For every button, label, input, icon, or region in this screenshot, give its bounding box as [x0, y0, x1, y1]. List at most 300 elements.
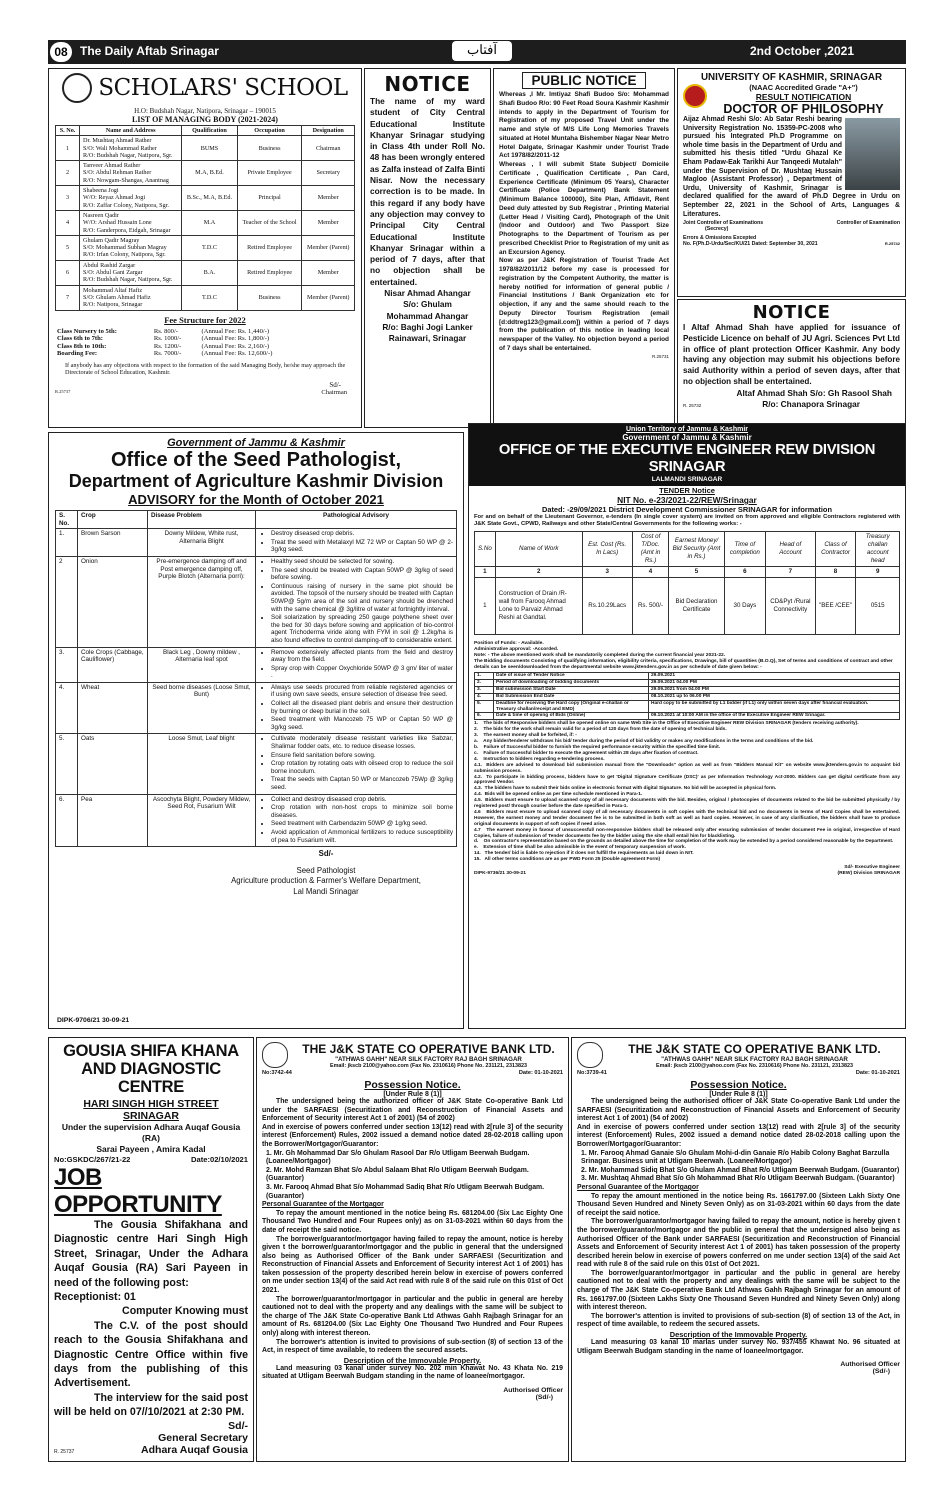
disease-problem: Downy Mildew, White rust, Alternaria Blight [148, 529, 256, 557]
table-cell: Business [237, 136, 302, 161]
schedule-cell: Date of issue of Tender Notice [494, 673, 649, 680]
schedule-row [475, 713, 900, 720]
table-cell: Retired Employee [237, 260, 302, 285]
table-cell: 7 [56, 285, 80, 310]
fee-row [55, 350, 313, 358]
fee-structure [55, 328, 313, 358]
managing-body-table [55, 125, 355, 311]
schedule-row [475, 693, 900, 700]
tender-clause: e. Extension of time shall be also admissible in the event of temporary suspension of work. [474, 845, 686, 851]
advisory-list [259, 530, 453, 554]
table-cell: 6 [56, 260, 80, 285]
newspaper-name: The Daily Aftab Srinagar [80, 44, 219, 58]
table-cell: Tanveer Ahmad Rather S/O: Abdul Rehman Rather R/O: Nowgam-Shangas, Anantnag [80, 161, 182, 186]
table-cell: B.Sc., M.A, B.Ed. [182, 186, 237, 211]
notice-sign: Nisar Ahmad Ahangar S/o: Ghulam Mohammad Ahangar R/o: Baghi Jogi Lanker Rainawari, Srinagar [382, 288, 473, 344]
table-cell: M.A [182, 210, 237, 235]
fee-annual: (Annual Fee: Rs. 1,800/-) [201, 335, 270, 343]
interview-date: The interview for the said post will be held on 07//10/2021 at 2:30 PM. [54, 1391, 248, 1419]
authorised-officer: Authorised Officer [503, 1387, 563, 1394]
schedule-cell: 09.10.2021 at 10:00 AM in the office of the Executive Engineer REW Srinagar. [649, 713, 900, 720]
table-cell: 3 [56, 186, 80, 211]
ref-number: R. 25737 [54, 1448, 75, 1455]
notice-title: NOTICE [752, 302, 831, 323]
borrower-item: 3. Mr. Mushtaq Ahmad Bhat S/o Gh Mohammad Bhat R/o Utligam Beerwah Budgam. (Guarantor) [581, 1175, 895, 1183]
bank-logo-icon [262, 1042, 288, 1068]
notification-no: No. F(Ph.D-Urdu/Sec/KU/21 Dated: September 30, 2021 [683, 241, 818, 248]
table-header-cell: Head of Account [766, 532, 815, 567]
job-opportunity-title: JOB OPPORTUNITY [54, 1164, 222, 1218]
crop-name: Cole Crops (Cabbage, Cauliflower) [78, 647, 148, 682]
para-7: Land measuring 03 kanal under survey No. 202 min Khawat No. 43 Khata No. 219 situated at Utligam Beerwah Budgam standing in the name of loanee/mortgagor. [262, 1364, 563, 1381]
table-cell: Retired Employee [237, 235, 302, 260]
rew-tender-notice [468, 423, 906, 1029]
crop-name: Oats [78, 734, 148, 794]
table-cell: Member [302, 210, 355, 235]
table-row [56, 556, 457, 647]
fee-amount: Rs. 1000/- [153, 335, 182, 343]
letter-date: Date: 01-10-2021 [855, 1070, 900, 1076]
table-cell: 1 [475, 578, 496, 635]
table-cell: Shabeena Jogi W/O: Reyaz Ahmad Jogi R/O: Zaffar Colony, Natipora, Sgr. [80, 186, 182, 211]
advisory-item: • Crop rotation with non-host crops to minimize soil borne diseases. [271, 804, 453, 819]
chairman-sign: Chairman [321, 388, 347, 396]
tender-clause: d. On contractor's representation based on the grounds as detailed above the time for completion of the work may be extended by a period considered reasonable by the Department. [474, 839, 894, 845]
university-emblem-icon [683, 84, 707, 108]
table-cell: T.D.C [182, 285, 237, 310]
table-header-cell: Pathological Advisory [256, 511, 457, 529]
table-header-cell: Name and Address [80, 126, 182, 136]
managing-body-title: LIST OF MANAGING BODY (2021-2024) [132, 115, 278, 124]
seed-sign-2: Agriculture production & Farmer's Welfare Department, [231, 876, 421, 886]
school-crest-icon [62, 73, 92, 103]
tender-clause: 15. All other terms conditions are as per PWD Form 25 (Double agreement Form) [474, 857, 661, 863]
table-cell: Teacher of the School [237, 210, 302, 235]
table-header-cell: S.No [475, 532, 496, 567]
table-cell: Mohammad Altaf Hafiz S/O: Ghulam Ahmad Hafiz R/O: Natipora, Srinagar [80, 285, 182, 310]
possession-heading: Possession Notice. [690, 1079, 787, 1091]
dipk-ref: DIPK-9736/21 30-09-21 [474, 871, 526, 877]
bank-possession-notice-1 [256, 1037, 569, 1462]
table-header-cell: Cost of T/Doc. (Amt in Rs.) [632, 532, 669, 567]
table-cell: Rs. 500/- [632, 578, 669, 635]
receptionist: Receptionist: 01 [54, 1291, 136, 1304]
serial-no: 2 [56, 556, 78, 647]
objection-text: If anybody has any objections with respect to the formation of the said Managing Body, he/she may approach the Directorate of School Education, Kashmir. [65, 361, 346, 377]
advisory-item: • Avoid application of Ammonical fertilizers to reduce susceptibility of pea to Fusarium wilt. [271, 829, 453, 844]
column-number: 9 [856, 567, 900, 578]
disease-problem: Black Leg , Downy mildew , Alternaria leaf spot [148, 647, 256, 682]
issue-date: 2nd October ,2021 [749, 44, 854, 58]
bank-logo-icon [577, 1042, 603, 1068]
table-header-cell: Earnest Money/ Bid Security (Amt in Rs.) [669, 532, 724, 567]
gousia-sd: Sd/- [228, 1419, 248, 1432]
rew-office-title: OFFICE OF THE EXECUTIVE ENGINEER REW DIVISION SRINAGAR [498, 442, 876, 475]
table-cell: Member (Parent) [302, 285, 355, 310]
advisory-item: • Spray crop with Copper Oxychloride 50WP @ 3 gm/ liter of water . [271, 665, 453, 680]
authorised-officer: Authorised Officer [840, 1361, 900, 1369]
seed-pathologist-advisory [48, 432, 464, 1029]
property-heading: Description of the Immovable Property. [343, 1355, 482, 1365]
letter-date: Date: 01-10-2021 [518, 1070, 563, 1076]
fee-annual: (Annual Fee: Rs. 1,440/-) [201, 327, 270, 335]
gousia-title-1: GOUSIA SHIFA KHANA [63, 1042, 239, 1060]
tender-clause: 4. Instruction to bidders regarding e-tendering process. [474, 756, 605, 762]
schedule-row [475, 679, 900, 686]
chairman-sd: Sd/- [329, 380, 341, 389]
fee-amount: Rs. 7000/- [153, 350, 182, 358]
table-row [56, 136, 355, 161]
pathological-advisory [256, 734, 457, 794]
table-cell: Nasreen Qadir W/O: Arshad Hussain Lone R/O: Ganderpora, Eidgah, Srinagar [80, 210, 182, 235]
table-row [56, 682, 457, 734]
table-header-cell: Occupation [237, 126, 302, 136]
table-cell: 2 [56, 161, 80, 186]
personal-guarantee: Personal Guarantee of the Mortgagor [262, 1201, 384, 1209]
schedule-cell: 4. [475, 693, 494, 700]
fee-label: Class Nursery to 5th: [57, 327, 117, 335]
secrecy: (Secrecy) [705, 226, 729, 233]
gousia-street: HARI SINGH HIGH STREET SRINAGAR [83, 1098, 219, 1122]
ref-number: R.25742 [884, 241, 900, 247]
tender-note: Note: - The above mentioned work shall be mandatorily completed during the current financial year 2021-22. [474, 653, 726, 658]
borrower-item: 1. Mr. Farooq Ahmad Ganaie S/o Ghulam Mohi-d-din Ganaie R/o Habib Colony Baghat Barzulla Srinagar. Business unit at Utligam Beerwah. (Loanee/Mortgagor) [581, 1149, 890, 1166]
table-cell: Rs.10.29Lacs [582, 578, 632, 635]
serial-no: 1. [56, 529, 78, 557]
pathological-advisory [256, 682, 457, 734]
fee-annual: (Annual Fee: Rs. 12,600/-) [201, 350, 273, 358]
seed-sign-3: Lal Mandi Srinagar [293, 886, 359, 896]
gousia-supervision: Under the supervision Adhara Auqaf Gousia (RA) [61, 1122, 241, 1143]
tender-clauses [474, 721, 900, 863]
pathological-advisory [256, 647, 457, 682]
schedule-cell: 6. [475, 713, 494, 720]
table-cell: Abdul Rashid Zargar S/O: Abdul Gani Zargar R/O: Budshah Nagar, Natipora, Sgr. [80, 260, 182, 285]
advisory-item: • Continuous raising of nursery in the same plot should be avoided. The topsoil of the nursery should be treated with Captan 50WP@ 5g/m area of the soil and nursery should be drenched with the same chemical @ 3g/litre of water at fortnightly interval. [271, 583, 453, 613]
borrower-item: 3. Mr. Farooq Ahmad Bhat S/o Mohammad Sadiq Bhat R/o Utligam Beerwah Budgam. (Guarantor) [266, 1183, 545, 1200]
advisory-list [259, 558, 453, 645]
controller-exam: Controller of Examination [836, 220, 900, 227]
tender-clause: b. Failure of Successful bidder to furnish the required performance security within the specified time limit. [474, 744, 721, 750]
crop-name: Pea [78, 794, 148, 847]
para-6: The borrower's attention is invited to provisions of sub-section (8) of section 13 of the Act, in respect of time available, to redeem the secured assets. [577, 1312, 900, 1329]
table-header-cell: Designation [302, 126, 355, 136]
school-address: H.O: Budshah Nagar, Natipora, Srinagar – 190015 [134, 107, 276, 115]
para-5: The borrower/guarantor/mortgagor in particular and the public in general are hereby cautioned not to deal with the property and any dealings with the same will be subject to the charge of The J&K State Co-operative Bank Ltd Athwas Gahh Rajbagh Srinagar for an amount of Rs. 1661797.00 (Sixteen Lakhs Sixty One Thousand Seven Hundred and Ninety Seven Only) along with interest thereon. [577, 1269, 900, 1312]
tender-clause: 4.4. Bids will be opened online as per time schedule mentioned in Para-1. [474, 792, 643, 798]
column-number: 8 [815, 567, 856, 578]
fee-amount: Rs. 800/- [153, 327, 178, 335]
table-cell: Private Employee [237, 161, 302, 186]
table-row [56, 647, 457, 682]
para-4: The borrower/guarantor/mortgagor having failed to repay the amount, notice is hereby given t the borrower/guarantor/mortgagor and the public in general that the undersigned also being as Authorised Officer of the Bank under SARFAESI (Securitization and Reconstruction of Financial Assets and Enforcement of Security interest Act 1 of 2001) has taken possession of the property described herein below in exercise of powers conferred on me under section 13(4) of the said Act read with rule 8 of the said rule on this 01st of Oct 2021. [262, 1235, 563, 1295]
advisory-item: • Healthy seed should be selected for sowing. [271, 558, 453, 566]
fee-amount: Rs. 1200/- [153, 342, 182, 350]
para-3: To repay the amount mentioned in the notice being Rs. 1661797.00 (Sixteen Lakh Sixty One Thousand Seven Hundred and Ninety Seven Only) as on 31-03-2021 within 60 days from the date of receipt the said notice. [577, 1192, 900, 1217]
tender-clause: a. Any bidder/tenderer withdraws his bid/ tender during the period of bid validity or makes any modifications in the terms and conditions of the bid. [474, 739, 814, 745]
table-cell: Secretary [302, 161, 355, 186]
column-number: 5 [669, 567, 724, 578]
para-2: And in exercise of powers conferred under section 13(12) read with 2[rule 3] of the security interest (Enforcement) Rules, 2002 issued a demand notice dated 28-02-2018 calling upon the Borrower/Mortgagor/Guarantor: [577, 1123, 900, 1148]
tender-clause: 4.5. Bidders must ensure to upload scanned copy of all necessary documents with the bid. Besides, original / photocopies of documents related to the bid be submitted physically / by registered post/ through courier before the date specified in Para-1. [474, 798, 902, 810]
pathological-advisory [256, 529, 457, 557]
tender-clause: 3. The earnest money shall be forfeited, if: - [474, 733, 577, 739]
advisory-item: • Treat the seeds with Captan 50 WP or Mancozeb 75Wp @ 3g/kg seed. [271, 776, 453, 791]
disease-problem: Pre-emergence damping off and Post emergence damping off, Purple Blotch (Alternaria porri): [148, 556, 256, 647]
para-6: The borrower's attention is invited to provisions of sub-section (8) of section 13 of the Act, in respect of time available, to redeem the secured assets. [262, 1338, 563, 1355]
disease-problem: Ascochyta Blight, Powdery Mildew, Seed Rot, Fusarium Wilt [148, 794, 256, 847]
schedule-cell: 2. [475, 679, 494, 686]
para-1: The undersigned being the authorized officer of J&K State Co-operative Bank Ltd under the SARFAESI (Securitization and Reconstruction of Financial Assets and Enforcement of Security interest Act 1 of 2001) (54 of 2002) [262, 1098, 563, 1123]
advisory-item: • Seed treatment with Mancozeb 75 WP or Captan 50 WP @ 3g/kg seed. [271, 716, 453, 731]
table-header-cell: S. No. [56, 511, 78, 529]
cv-instructions: The C.V. of the post should reach to the Gousia Shifakhana and Diagnostic Centre Office within five days from the publishing of this Advertisement. [54, 1319, 248, 1390]
govt-jk: Government of Jammu & Kashmir [622, 433, 752, 442]
admin-approval: Administrative approval: -Accorded. [474, 647, 559, 652]
gousia-no: No:GSKDC/267/21-22 [54, 1155, 131, 1164]
nit-dated: Dated: -29/09/2021 District Development Commissioner SRINAGAR for information [542, 505, 832, 514]
table-cell: Member (Parent) [302, 235, 355, 260]
newspaper-logo: آفتاب [452, 41, 512, 61]
adhara-auqaf: Adhara Auqaf Gousia [141, 1443, 248, 1456]
bank-address: "ATHWAS GAHH" NEAR SILK FACTORY RAJ BAGH SRINAGAR [335, 1056, 522, 1063]
borrower-item: 2. Mr. Mohammad Sidiq Bhat S/o Ghulam Ahmad Bhat R/o Utligam Beerwah Budgam. (Guarantor) [581, 1166, 900, 1174]
joint-controller: Joint Controller of Examinations [683, 220, 764, 227]
column-number: 7 [766, 567, 815, 578]
fee-row [55, 343, 313, 351]
dipk-ref: DIPK-9706/21 30-09-21 [57, 1017, 130, 1024]
scholar-photo [845, 118, 900, 190]
para-4: The borrower/guarantor/mortgagor having failed to repay the amount, notice is hereby given t the borrower/guarantor/mortgagor and the public in general that the undersigned also being as Authorised Officer of the Bank under SARFAESI (Securitization and Reconstruction of Financial Assets and Enforcement of Security interest Act 1 of 2001) has taken possession of the property described herein below in exercise of powers conferred on me under section 13(4) of the said Act read with rule 8 of the said rule on this 01st of Oct 2021. [577, 1218, 900, 1269]
table-cell: Bid Declaration Certificate [669, 578, 724, 635]
officer-sd: (Sd/-) [872, 1368, 890, 1376]
borrower-item: 2. Mr. Mohd Ramzan Bhat S/o Abdul Salaam Bhat R/o Utligam Beerwah Budgam. (Guarantor) [266, 1166, 529, 1183]
errors-omissions: Errors & Omissions Excepted [683, 235, 757, 242]
bank-email: Email: jkscb 2100@yahoo.com (Fax No. 2310616) Phone No. 231121, 2313823 [329, 1063, 528, 1069]
table-cell: Member [302, 186, 355, 211]
advisory-item: • Ensure field sanitation before sowing. [271, 752, 453, 760]
table-row [56, 186, 355, 211]
table-row [56, 794, 457, 847]
schedule-cell: 29.09.2021 from 04.00 PM [649, 686, 900, 693]
para-1: The undersigned being the authorised officer of J&K State Co-operative Bank Ltd under the SARFAESI (Securitization and Reconstruction of Financial Assets and Enforcement of Security interest Act 1 of 2001) (54 of 2002) [577, 1098, 900, 1123]
bidding-docs: The Bidding documents Consisting of qualifying information, eligibility criteria, specifications, Drawings, bill of quantities (B.O.Q), Set of terms and conditions of contract and other details can be seen/downloaded from the departmental website www.jktenders.gov.in as per schedule of date given below: - [474, 659, 893, 670]
table-cell: "BEE /CEE" [815, 578, 856, 635]
notice-ward-name [364, 68, 491, 428]
advisory-item: • Crop rotation by rotating oats with oilseed crop to reduce the soil borne inoculum. [271, 760, 453, 775]
fee-label: Class 6th to 7th: [57, 335, 103, 343]
ref-number: R.25731 [651, 353, 669, 359]
seed-sign-1: Seed Pathologist [296, 865, 356, 875]
gousia-sarai: Sarai Payeen , Amira Kadal [96, 1144, 206, 1154]
advisory-item: • Soil solarization by spreading 250 gauge polythene sheet over the bed for 30 days before sowing and application of bio-control agent Trichoderma viride along with FYM in soil @ 1.2kg/ha is also found effective to control damping-off to considerable extent. [271, 614, 453, 644]
tender-clause: 2. The bids for the work shall remain valid for a period of 120 days from the date of opening of technical bids. [474, 727, 727, 733]
bank-name: THE J&K STATE CO OPERATIVE BANK LTD. [302, 1042, 555, 1056]
advisory-list [259, 684, 453, 732]
table-cell: Chairman [302, 136, 355, 161]
tender-clause: 4.7 The earnest money in favour of unsuccessful/ non-responsive bidders shall be released only after ensuring submission of tender document Fee in original, irrespective of Hard Copies, failure of submission of Tender documents fee by the bidder using the site shall entail him for blacklisting. [474, 827, 902, 839]
disease-problem: Seed borne diseases (Loose Smut, Bunt) [148, 682, 256, 734]
table-header-cell: Time of completion [724, 532, 766, 567]
table-header-cell: Treasury challan account head [856, 532, 900, 567]
page-header [48, 40, 906, 64]
column-number: 4 [632, 567, 669, 578]
advisory-item: • Always use seeds procured from reliable registered agencies or if using own save seeds, ensure selection of disease free seed. [271, 684, 453, 699]
table-header-cell: Name of Work [495, 532, 582, 567]
table-cell: 4 [56, 210, 80, 235]
personal-guarantee: Personal Guarantee of the Mortgagor [577, 1183, 699, 1191]
schedule-table [474, 672, 900, 720]
table-cell: Dr. Mushtaq Ahmad Rather S/O: Wali Mohammad Rather R/O: Budshah Nagar, Natipora, Sgr. [80, 136, 182, 161]
table-row [56, 161, 355, 186]
tender-clause: 4.2. To participate in bidding process, bidders have to get 'Digital Signature Certificate (DSC)' as per Information Technology Act-2000. Bidders can get digital certificate from any approved Vendor. [474, 774, 902, 786]
table-row [56, 260, 355, 285]
serial-no: 4. [56, 682, 78, 734]
notice-sign-1: Altaf Ahmad Shah S/o: Gh Rasool Shah [736, 387, 892, 398]
table-cell: Business [237, 285, 302, 310]
general-secretary: General Secretary [158, 1431, 248, 1444]
notice-body: I Altaf Ahmad Shah have applied for issuance of Pesticide Licence on behalf of JU Agri. Sciences Pvt Ltd in office of plant protection Officer Kashmir. Any body having any objection may submit his objections before said Authority within a period of seven days, after that no objection shall be entertained. [683, 323, 900, 386]
schedule-cell: 29.09.2021 [649, 673, 900, 680]
advisory-list [259, 735, 453, 791]
table-header-cell: Qualification [182, 126, 237, 136]
table-header-cell: Est. Cost (Rs. In Lacs) [582, 532, 632, 567]
naac-grade: (NAAC Accredited Grade "A+") [749, 83, 858, 92]
gousia-title-2: AND DIAGNOSTIC CENTRE [81, 1060, 221, 1096]
column-number: 1 [475, 567, 496, 578]
advisory-item: • Collect and destroy diseased crop debris. [271, 796, 453, 804]
school-name: SCHOLARS' SCHOOL [98, 75, 348, 101]
bank-name: THE J&K STATE CO OPERATIVE BANK LTD. [628, 1042, 881, 1056]
fee-label: Boarding Fee: [57, 350, 98, 358]
advisory-item: • Cultivate moderately disease resistant varieties like Sabzar, Shalimar fodder oats, etc. to reduce disease losses. [271, 735, 453, 750]
tender-clause: c. Failure of Successful bidder to execute the agreement within 28 days after fixation of contract. [474, 750, 699, 756]
public-notice-title: PUBLIC NOTICE [522, 72, 645, 89]
table-header-cell: Class of Contractor [815, 532, 856, 567]
table-row [56, 210, 355, 235]
column-number: 3 [582, 567, 632, 578]
seed-title-1: Office of the Seed Pathologist, [110, 449, 402, 471]
schedule-cell: Period of downloading of bidding documents [494, 679, 649, 686]
result-notification: RESULT NOTIFICATION [755, 92, 852, 102]
schedule-cell: 3. [475, 686, 494, 693]
column-number: 6 [724, 567, 766, 578]
ee-sign: (REW) Division SRINAGAR [837, 871, 900, 877]
public-notice-body: Whereas ,I Mr. Imtiyaz Shafi Budoo S/o: Mohammad Shafi Budoo R/o: 90 Feet Road Soura Kashmir Kashmir intends to apply in the Department of Tourism for Registration of my proposed Travel Unit under the name and style of M/S Life Long Memories Travels situated at Hotel Muntaha Bishember Nagar Near Metro Hotel Dalgate, Srinagar Kashmir under Tourist Trade Act 1978/82/2011-12 Whereas , I will submit State Subject/ Domicile Certificate , Qualification Certificate , Pan Card, Experience Certificate (Minimum 05 Years), Character Certificate (Police Department) Bank Statement (Minimum Balance 100000), Site Plan, Affidavit, Rent Deed duly attested by Sub Registrar , Printing Material (Letter Head / Visiting Card), Photograph of the Unit (Indoor and Outdoor) and Two Passport Size Photographs to the Department of Tourism as per prescribed Checklist Prior to Registration of my unit as an Excursion Agency. Now as per J&K Registration of Tourist Trade Act 1978/82/2011/12 before my case is processed for registration by the Competent Authority, the matter is hereby notified for information of general public / Financial Institutions / Bank Organization etc for objection, if any and the same should reach to the Deputy Director Tourism Registration (email [d:ddtreg123@gmail.com]) within a period of 7 days from the publication of this notice in leading local newspaper of the Valley. No objection beyond a period of 7 days shall be entertained. [499, 91, 669, 352]
table-cell: M.A, B.Ed. [182, 161, 237, 186]
tender-clause: 14. The tender/ bid is liable to rejection if it does not fulfill the requirements as laid down in NIT. [474, 851, 694, 857]
fee-row [55, 335, 313, 343]
schedule-cell: 1. [475, 673, 494, 680]
tender-clause: 4.1. Bidders are advised to download bid submission manual from the "Downloads" option as well as from "Bidders Manual Kit" on website www.jktenders.gov.in to acquaint bid submission process. [474, 762, 902, 774]
table-cell: CD&Pyt /Rural Connectivity [766, 578, 815, 635]
table-header-cell: Crop [78, 511, 148, 529]
letter-no: No:3742-44 [262, 1070, 292, 1076]
para-7: Land measuring 03 kanal 10 marlas under survey No. 937/455 Khawat No. 96 situated at Utligam Beerwah Budgam standing in the name of loanee/mortgagor. [577, 1339, 900, 1355]
property-heading: Description of the Immovable Property. [669, 1330, 808, 1340]
table-cell: T.D.C [182, 235, 237, 260]
table-cell: Ghulam Qadir Magray S/O: Mohammad Subhan Magray R/O: Irfan Colony, Natipora, Sgr. [80, 235, 182, 260]
table-row [56, 285, 355, 310]
schedule-row [475, 673, 900, 680]
advisory-list [259, 649, 453, 680]
nit-number: NIT No. e-23/2021-22/REW/Srinagar [617, 495, 757, 505]
advisory-item: • The seed should be treated with Captan 50WP @ 3g/kg of seed before sowing. [271, 567, 453, 582]
serial-no: 5. [56, 734, 78, 794]
ee-sd: Sd/- Executive Engineer [844, 865, 900, 871]
advisory-item: • Remove extensively affected plants from the field and destroy away from the field. [271, 649, 453, 664]
possession-heading: Possession Notice. [364, 1079, 461, 1091]
tender-intro: For and on behalf of the Lieutenant Governor, e-tenders (In single cover system) are invited on from approved and eligible Contractors registered with J&K State Govt., CPWD, Railways and other State/Central Governments for the following works: - [474, 514, 900, 527]
borrower-list [577, 1150, 900, 1184]
schedule-row [475, 700, 900, 713]
letter-no: No:3739-41 [577, 1070, 607, 1076]
tender-clause: 4.6 Bidders must ensure to upload scanned copy of all necessary documents in soft copies with the technical bid and no documents in terms of Hard Copies shall be entertained. However, the earnest money and tender document fee is to be submitted in both soft as well as hard copies. However, in case of any clarification, the bidders shall have to produce original documents in support of soft copies if need arise. [474, 809, 902, 827]
schedule-cell: Date & time of opening of Bids (Online) [494, 713, 649, 720]
schedule-cell: Deadline for receiving the Hard copy (Original e-challan or Treasury challan/receipt and EMD) [494, 700, 649, 713]
fee-title: Fee Structure for 2022 [164, 314, 246, 325]
advisory-item: • Treat the seed with Metalaxyl MZ 72 WP or Captan 50 WP @ 2-3g/kg seed. [271, 539, 453, 554]
schedule-cell: 08.10.2021 up to 06.00 PM [649, 693, 900, 700]
tender-works-table [474, 531, 900, 635]
notice-title: NOTICE [384, 72, 471, 96]
officer-sd: (Sd/-) [535, 1394, 553, 1401]
table-cell: Construction of Drain /R- wall from Farooq Ahmad Lone to Parvaiz Ahmad Reshi at Gandtal. [495, 578, 582, 635]
page-number: 08 [50, 42, 72, 62]
gousia-body: The Gousia Shifakhana and Diagnostic centre Hari Singh High Street, Srinagar, Under the Adhara Auqaf Gousia (RA) Sari Payeen in need of the following post: [54, 1219, 248, 1289]
bank-address: "ATHWAS GAHH" NEAR SILK FACTORY RAJ BAGH SRINAGAR [661, 1056, 848, 1063]
lalmandi: LALMANDI SRINAGAR [651, 476, 723, 483]
computer-knowing: Computer Knowing must [122, 1305, 248, 1318]
table-row [56, 734, 457, 794]
table-cell: B.A. [182, 260, 237, 285]
pathological-advisory [256, 794, 457, 847]
doctor-of-philosophy: DOCTOR OF PHILOSOPHY [723, 102, 884, 116]
university-result-notification [677, 68, 906, 297]
rule-ref: [Under Rule 8 (1)] [383, 1091, 442, 1098]
govt-jk: Government of Jammu & Kashmir [167, 437, 345, 449]
advisory-item: • Seed treatment with Carbendazim 50WP @ 1g/kg seed. [271, 820, 453, 828]
gousia-date: Date:02/10/2021 [191, 1155, 248, 1164]
table-header-cell: S. No. [56, 126, 80, 136]
position-funds: Position of Funds: - Available. [474, 641, 544, 646]
fee-annual: (Annual Fee: Rs. 2,160/-) [201, 342, 270, 350]
advisory-item: • Destroy diseased crop debris. [271, 530, 453, 538]
advisory-item: • Collect all the diseased plant debris and ensure their destruction by burning or deep burial in the soil. [271, 700, 453, 715]
para-5: The borrower/guarantor/mortgagor in particular and the public in general are hereby cautioned not to deal with the property and any dealings with the same will be subject to the charge of The J&K State Co-operative Bank Ltd Athwas Gahh Rajbagh Srinagar for an amount of Rs. 681204.00 (Six Lac Eighty One Thousand Two Hundred and Four Rupees only) along with interest thereon. [262, 1295, 563, 1338]
serial-no: 3. [56, 647, 78, 682]
crop-name: Brown Sarson [78, 529, 148, 557]
schedule-cell: Bid Submission End Date [494, 693, 649, 700]
ref-number: R.25737 [55, 388, 71, 394]
para-2: And in exercise of powers conferred under section 13(12) read with 2[rule 3] of the security interest (Enforcement) Rules, 2002 issued a demand notice dated 28-02-2018 calling upon the Borrower/Mortgagor/Guarantor: [262, 1123, 563, 1148]
table-cell: 30 Days [724, 578, 766, 635]
table-header-cell: Disease Problem [148, 511, 256, 529]
table-row [56, 235, 355, 260]
table-cell: 0515 [856, 578, 900, 635]
borrower-list [262, 1150, 563, 1202]
tender-clause: 4.3. The bidders have to submit their bids online in electronic format with digital Signature. No bid will be accepted in physical form. [474, 786, 777, 792]
table-cell: 5 [56, 235, 80, 260]
table-cell: Principal [237, 186, 302, 211]
bank-email: Email: jkscb 2100@yahoo.com (Fax No. 2310616) Phone No. 231121, 2313823 [655, 1063, 854, 1069]
crop-name: Onion [78, 556, 148, 647]
table-row [56, 529, 457, 557]
crop-name: Wheat [78, 682, 148, 734]
serial-no: 6. [56, 794, 78, 847]
schedule-cell: 5. [475, 700, 494, 713]
disease-problem: Loose Smut, Leaf blight [148, 734, 256, 794]
